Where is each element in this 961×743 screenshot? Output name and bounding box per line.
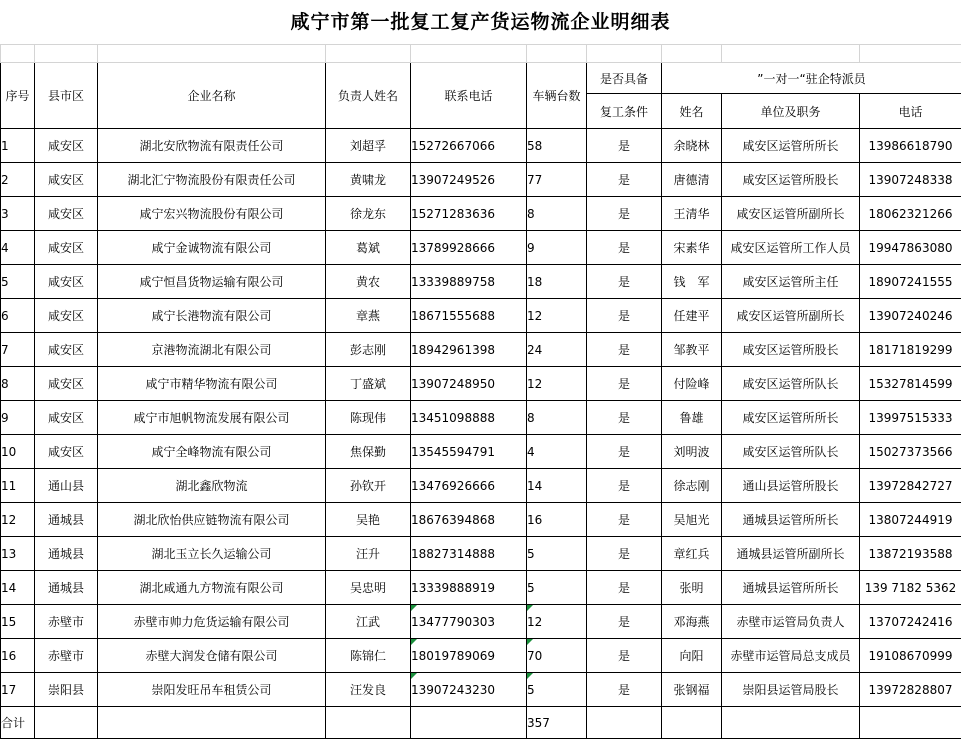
- cell-company[interactable]: 赤壁市帅力危货运输有限公司: [98, 605, 326, 639]
- table-row: [1, 401, 961, 435]
- cell-ready[interactable]: 是: [587, 401, 662, 435]
- cell-vehicles[interactable]: 12: [527, 367, 587, 401]
- table-body: [1, 129, 961, 707]
- header-company[interactable]: 企业名称: [98, 63, 326, 129]
- table-row: [1, 605, 961, 639]
- cell-county[interactable]: 咸安区: [35, 299, 98, 333]
- cell-seq[interactable]: 13: [1, 537, 35, 571]
- cell-vehicles[interactable]: 8: [527, 197, 587, 231]
- cell-ready[interactable]: 是: [587, 197, 662, 231]
- cell-liaison-phone[interactable]: 13707242416: [860, 605, 961, 639]
- cell-phone[interactable]: 13907248950: [411, 367, 527, 401]
- header-ready-line1[interactable]: 是否具备: [587, 63, 662, 94]
- cell-company[interactable]: 湖北汇宁物流股份有限责任公司: [98, 163, 326, 197]
- cell-phone[interactable]: 15271283636: [411, 197, 527, 231]
- table-row: [1, 299, 961, 333]
- table-row: [1, 265, 961, 299]
- cell-company[interactable]: 咸宁金诚物流有限公司: [98, 231, 326, 265]
- cell-vehicles[interactable]: 58: [527, 129, 587, 163]
- cell-liaison-unit[interactable]: 咸安区运管所副所长: [722, 197, 860, 231]
- cell-liaison-phone[interactable]: 13986618790: [860, 129, 961, 163]
- cell-liaison-unit[interactable]: 咸安区运管所工作人员: [722, 231, 860, 265]
- spacer-row: [1, 45, 961, 63]
- cell-liaison-unit[interactable]: 崇阳县运管局股长: [722, 673, 860, 707]
- cell-county[interactable]: 咸安区: [35, 163, 98, 197]
- cell-ready[interactable]: 是: [587, 163, 662, 197]
- cell-county[interactable]: 通城县: [35, 537, 98, 571]
- cell-owner[interactable]: 汪发良: [326, 673, 411, 707]
- table-row: [1, 367, 961, 401]
- cell-liaison-name[interactable]: 章红兵: [662, 537, 722, 571]
- cell-ready[interactable]: 是: [587, 367, 662, 401]
- cell-county[interactable]: 咸安区: [35, 129, 98, 163]
- cell-seq[interactable]: 17: [1, 673, 35, 707]
- cell-vehicles[interactable]: 5: [527, 537, 587, 571]
- cell-county[interactable]: 咸安区: [35, 265, 98, 299]
- table-row: [1, 231, 961, 265]
- cell-vehicles[interactable]: 77: [527, 163, 587, 197]
- cell-company[interactable]: 湖北咸通九方物流有限公司: [98, 571, 326, 605]
- cell-ready[interactable]: 是: [587, 435, 662, 469]
- cell-liaison-name[interactable]: 钱 军: [662, 265, 722, 299]
- cell-owner[interactable]: 丁盛斌: [326, 367, 411, 401]
- cell-vehicles[interactable]: 9: [527, 231, 587, 265]
- cell-vehicles[interactable]: 5: [527, 571, 587, 605]
- cell-liaison-name[interactable]: 徐志刚: [662, 469, 722, 503]
- table-row: [1, 163, 961, 197]
- cell-vehicles[interactable]: 12: [527, 299, 587, 333]
- table-row: [1, 129, 961, 163]
- cell-liaison-name[interactable]: 张钢福: [662, 673, 722, 707]
- cell-county[interactable]: 咸安区: [35, 333, 98, 367]
- header-row-1: [1, 63, 961, 94]
- cell-liaison-name[interactable]: 邹教平: [662, 333, 722, 367]
- empty-cell[interactable]: [662, 707, 722, 739]
- cell-seq[interactable]: 3: [1, 197, 35, 231]
- cell-company[interactable]: 赤壁大润发仓储有限公司: [98, 639, 326, 673]
- cell-liaison-name[interactable]: 吴旭光: [662, 503, 722, 537]
- cell-liaison-unit[interactable]: 咸安区运管所队长: [722, 435, 860, 469]
- cell-liaison-name[interactable]: 宋素华: [662, 231, 722, 265]
- empty-cell[interactable]: [98, 45, 326, 63]
- cell-vehicles[interactable]: 14: [527, 469, 587, 503]
- cell-liaison-phone[interactable]: 13872193588: [860, 537, 961, 571]
- cell-liaison-unit[interactable]: 通城县运管所副所长: [722, 537, 860, 571]
- empty-cell[interactable]: [326, 707, 411, 739]
- cell-vehicles[interactable]: 70: [527, 639, 587, 673]
- cell-company[interactable]: 咸宁全峰物流有限公司: [98, 435, 326, 469]
- cell-liaison-name[interactable]: 余晓林: [662, 129, 722, 163]
- cell-company[interactable]: 湖北安欣物流有限责任公司: [98, 129, 326, 163]
- table-row: [1, 333, 961, 367]
- empty-cell[interactable]: [411, 45, 527, 63]
- cell-company[interactable]: 湖北玉立长久运输公司: [98, 537, 326, 571]
- table-row: [1, 469, 961, 503]
- empty-cell[interactable]: [326, 45, 411, 63]
- cell-liaison-phone[interactable]: 18171819299: [860, 333, 961, 367]
- cell-liaison-phone[interactable]: 13972842727: [860, 469, 961, 503]
- empty-cell[interactable]: [662, 45, 722, 63]
- cell-phone[interactable]: 18019789069: [411, 639, 527, 673]
- cell-vehicles[interactable]: 8: [527, 401, 587, 435]
- cell-liaison-phone[interactable]: 139 7182 5362: [860, 571, 961, 605]
- total-row: [1, 707, 961, 739]
- cell-company[interactable]: 咸宁市旭帆物流发展有限公司: [98, 401, 326, 435]
- cell-seq[interactable]: 2: [1, 163, 35, 197]
- cell-vehicles[interactable]: 4: [527, 435, 587, 469]
- cell-owner[interactable]: 吴忠明: [326, 571, 411, 605]
- header-liaison-group[interactable]: ”一对一“驻企特派员: [662, 63, 961, 94]
- cell-liaison-phone[interactable]: 13997515333: [860, 401, 961, 435]
- cell-phone[interactable]: 13545594791: [411, 435, 527, 469]
- cell-liaison-phone[interactable]: 18062321266: [860, 197, 961, 231]
- cell-seq[interactable]: 12: [1, 503, 35, 537]
- cell-liaison-name[interactable]: 张明: [662, 571, 722, 605]
- cell-company[interactable]: 咸宁宏兴物流股份有限公司: [98, 197, 326, 231]
- cell-owner[interactable]: 孙钦开: [326, 469, 411, 503]
- cell-liaison-unit[interactable]: 咸安区运管所所长: [722, 129, 860, 163]
- cell-phone[interactable]: 18827314888: [411, 537, 527, 571]
- cell-vehicles[interactable]: 16: [527, 503, 587, 537]
- cell-county[interactable]: 咸安区: [35, 197, 98, 231]
- logistics-table: [0, 44, 961, 739]
- cell-liaison-name[interactable]: 唐德清: [662, 163, 722, 197]
- cell-liaison-unit[interactable]: 咸安区运管所队长: [722, 367, 860, 401]
- cell-vehicles[interactable]: 24: [527, 333, 587, 367]
- cell-liaison-unit[interactable]: 咸安区运管所股长: [722, 163, 860, 197]
- cell-ready[interactable]: 是: [587, 537, 662, 571]
- cell-seq[interactable]: 11: [1, 469, 35, 503]
- cell-liaison-phone[interactable]: 18907241555: [860, 265, 961, 299]
- cell-owner[interactable]: 章燕: [326, 299, 411, 333]
- cell-owner[interactable]: 刘超孚: [326, 129, 411, 163]
- cell-ready[interactable]: 是: [587, 299, 662, 333]
- cell-company[interactable]: 咸宁恒昌货物运输有限公司: [98, 265, 326, 299]
- cell-ready[interactable]: 是: [587, 571, 662, 605]
- cell-owner[interactable]: 陈现伟: [326, 401, 411, 435]
- cell-vehicles[interactable]: 5: [527, 673, 587, 707]
- cell-seq[interactable]: 4: [1, 231, 35, 265]
- cell-phone[interactable]: 18942961398: [411, 333, 527, 367]
- cell-liaison-name[interactable]: 刘明波: [662, 435, 722, 469]
- cell-county[interactable]: 崇阳县: [35, 673, 98, 707]
- header-seq[interactable]: 序号: [1, 63, 35, 129]
- cell-company[interactable]: 京港物流湖北有限公司: [98, 333, 326, 367]
- cell-phone[interactable]: 13451098888: [411, 401, 527, 435]
- table-row: [1, 435, 961, 469]
- cell-liaison-unit[interactable]: 咸安区运管所主任: [722, 265, 860, 299]
- cell-owner[interactable]: 焦保勤: [326, 435, 411, 469]
- cell-owner[interactable]: 黄农: [326, 265, 411, 299]
- cell-liaison-name[interactable]: 付险峰: [662, 367, 722, 401]
- cell-liaison-name[interactable]: 向阳: [662, 639, 722, 673]
- cell-phone[interactable]: 13339889758: [411, 265, 527, 299]
- cell-liaison-unit[interactable]: 赤壁市运管局负责人: [722, 605, 860, 639]
- header-county[interactable]: 县市区: [35, 63, 98, 129]
- cell-phone[interactable]: 13789928666: [411, 231, 527, 265]
- empty-cell[interactable]: [98, 707, 326, 739]
- cell-company[interactable]: 湖北鑫欣物流: [98, 469, 326, 503]
- sheet-title: 咸宁市第一批复工复产货运物流企业明细表: [290, 11, 671, 33]
- cell-phone[interactable]: 18676394868: [411, 503, 527, 537]
- cell-ready[interactable]: 是: [587, 231, 662, 265]
- cell-ready[interactable]: 是: [587, 265, 662, 299]
- table-row: [1, 673, 961, 707]
- empty-cell[interactable]: [411, 707, 527, 739]
- cell-county[interactable]: 赤壁市: [35, 605, 98, 639]
- cell-county[interactable]: 赤壁市: [35, 639, 98, 673]
- cell-liaison-name[interactable]: 邓海燕: [662, 605, 722, 639]
- cell-phone[interactable]: 13907249526: [411, 163, 527, 197]
- cell-liaison-name[interactable]: 任建平: [662, 299, 722, 333]
- cell-county[interactable]: 通山县: [35, 469, 98, 503]
- total-label[interactable]: 合计: [1, 707, 35, 739]
- cell-vehicles[interactable]: 12: [527, 605, 587, 639]
- cell-company[interactable]: 咸宁长港物流有限公司: [98, 299, 326, 333]
- cell-liaison-unit[interactable]: 通山县运管所股长: [722, 469, 860, 503]
- table-row: [1, 197, 961, 231]
- cell-liaison-unit[interactable]: 咸安区运管所副所长: [722, 299, 860, 333]
- empty-cell[interactable]: [722, 45, 860, 63]
- cell-owner[interactable]: 徐龙东: [326, 197, 411, 231]
- cell-liaison-phone[interactable]: 13807244919: [860, 503, 961, 537]
- header-liaison-name[interactable]: 姓名: [662, 94, 722, 129]
- total-vehicles[interactable]: 357: [527, 707, 587, 739]
- cell-seq[interactable]: 7: [1, 333, 35, 367]
- cell-county[interactable]: 咸安区: [35, 367, 98, 401]
- cell-liaison-unit[interactable]: 赤壁市运管局总支成员: [722, 639, 860, 673]
- cell-liaison-phone[interactable]: 13907248338: [860, 163, 961, 197]
- empty-cell[interactable]: [35, 45, 98, 63]
- cell-seq[interactable]: 1: [1, 129, 35, 163]
- empty-cell[interactable]: [35, 707, 98, 739]
- cell-vehicles[interactable]: 18: [527, 265, 587, 299]
- cell-phone[interactable]: 13907243230: [411, 673, 527, 707]
- cell-county[interactable]: 咸安区: [35, 401, 98, 435]
- cell-liaison-name[interactable]: 鲁雄: [662, 401, 722, 435]
- cell-ready[interactable]: 是: [587, 503, 662, 537]
- cell-liaison-phone[interactable]: 13972828807: [860, 673, 961, 707]
- cell-company[interactable]: 湖北欣怡供应链物流有限公司: [98, 503, 326, 537]
- cell-seq[interactable]: 16: [1, 639, 35, 673]
- cell-ready[interactable]: 是: [587, 605, 662, 639]
- cell-liaison-phone[interactable]: 19108670999: [860, 639, 961, 673]
- header-liaison-unit[interactable]: 单位及职务: [722, 94, 860, 129]
- empty-cell[interactable]: [860, 707, 961, 739]
- cell-liaison-unit[interactable]: 咸安区运管所所长: [722, 401, 860, 435]
- cell-company[interactable]: 崇阳发旺吊车租赁公司: [98, 673, 326, 707]
- cell-liaison-phone[interactable]: 15027373566: [860, 435, 961, 469]
- cell-seq[interactable]: 6: [1, 299, 35, 333]
- header-liaison-phone[interactable]: 电话: [860, 94, 961, 129]
- cell-ready[interactable]: 是: [587, 639, 662, 673]
- cell-phone[interactable]: 13476926666: [411, 469, 527, 503]
- cell-county[interactable]: 咸安区: [35, 435, 98, 469]
- header-ready-line2[interactable]: 复工条件: [587, 94, 662, 129]
- empty-cell[interactable]: [587, 707, 662, 739]
- cell-owner[interactable]: 陈锦仁: [326, 639, 411, 673]
- cell-liaison-name[interactable]: 王清华: [662, 197, 722, 231]
- empty-cell[interactable]: [587, 45, 662, 63]
- cell-seq[interactable]: 15: [1, 605, 35, 639]
- cell-seq[interactable]: 9: [1, 401, 35, 435]
- cell-ready[interactable]: 是: [587, 129, 662, 163]
- cell-liaison-unit[interactable]: 咸安区运管所股长: [722, 333, 860, 367]
- cell-liaison-phone[interactable]: 19947863080: [860, 231, 961, 265]
- cell-county[interactable]: 咸安区: [35, 231, 98, 265]
- cell-liaison-phone[interactable]: 13907240246: [860, 299, 961, 333]
- cell-owner[interactable]: 汪升: [326, 537, 411, 571]
- cell-seq[interactable]: 10: [1, 435, 35, 469]
- cell-ready[interactable]: 是: [587, 673, 662, 707]
- cell-owner[interactable]: 江武: [326, 605, 411, 639]
- cell-liaison-unit[interactable]: 通城县运管所所长: [722, 571, 860, 605]
- cell-liaison-phone[interactable]: 15327814599: [860, 367, 961, 401]
- header-vehicles[interactable]: 车辆台数: [527, 63, 587, 129]
- cell-owner[interactable]: 吴艳: [326, 503, 411, 537]
- cell-county[interactable]: 通城县: [35, 503, 98, 537]
- cell-phone[interactable]: 13477790303: [411, 605, 527, 639]
- cell-owner[interactable]: 彭志刚: [326, 333, 411, 367]
- cell-ready[interactable]: 是: [587, 333, 662, 367]
- table-row: [1, 537, 961, 571]
- table-row: [1, 571, 961, 605]
- cell-phone[interactable]: 15272667066: [411, 129, 527, 163]
- cell-owner[interactable]: 黄啸龙: [326, 163, 411, 197]
- cell-seq[interactable]: 14: [1, 571, 35, 605]
- table-row: [1, 503, 961, 537]
- cell-seq[interactable]: 5: [1, 265, 35, 299]
- table-row: [1, 639, 961, 673]
- empty-cell[interactable]: [1, 45, 35, 63]
- cell-phone[interactable]: 13339888919: [411, 571, 527, 605]
- cell-ready[interactable]: 是: [587, 469, 662, 503]
- cell-seq[interactable]: 8: [1, 367, 35, 401]
- cell-company[interactable]: 咸宁市精华物流有限公司: [98, 367, 326, 401]
- cell-liaison-unit[interactable]: 通城县运管所所长: [722, 503, 860, 537]
- empty-cell[interactable]: [527, 45, 587, 63]
- cell-county[interactable]: 通城县: [35, 571, 98, 605]
- header-phone[interactable]: 联系电话: [411, 63, 527, 129]
- header-owner[interactable]: 负责人姓名: [326, 63, 411, 129]
- empty-cell[interactable]: [860, 45, 961, 63]
- empty-cell[interactable]: [722, 707, 860, 739]
- cell-owner[interactable]: 葛斌: [326, 231, 411, 265]
- cell-phone[interactable]: 18671555688: [411, 299, 527, 333]
